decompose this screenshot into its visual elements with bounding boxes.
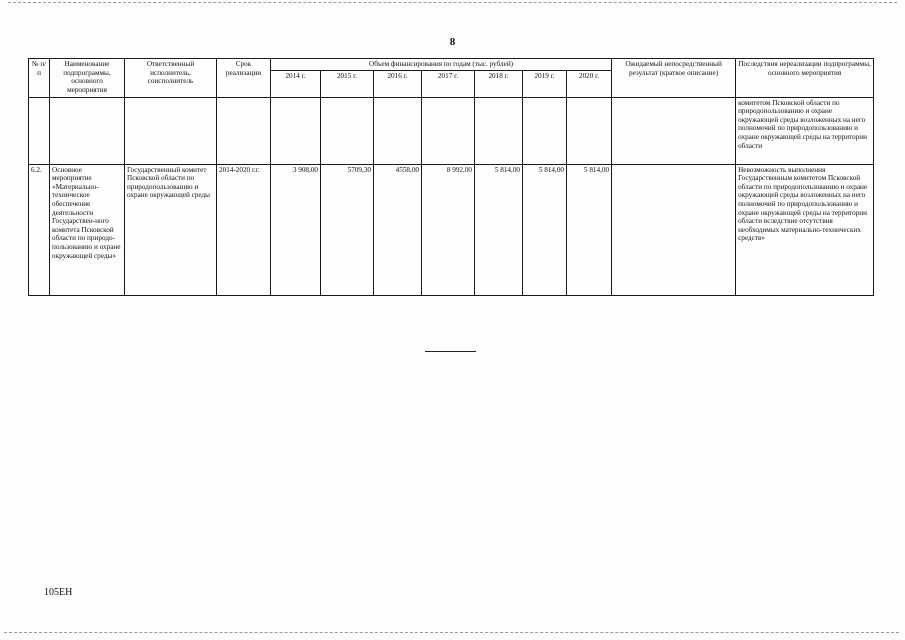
header-financing: Объем финансирования по годам (тыс. рублей) <box>271 59 612 71</box>
year-header: 2016 г. <box>374 70 422 97</box>
value-2015: 5709,30 <box>321 164 374 295</box>
header-name: Наименование подпрограммы, основного мероприятия <box>50 59 125 98</box>
year-header: 2014 г. <box>271 70 321 97</box>
consequences-cell: Невозможность выполнения Государственным комитетом Псковской области по природопользованию и охране окружающей среды возложенных на него полномочий по природопользованию и охране окружающей среды на территории области вследствие отсутствия необходимых материально-технических средств» <box>736 164 874 295</box>
header-result: Ожидаемый непосредственный результат (краткое описание) <box>612 59 736 98</box>
consequences-cell: комитетом Псковской области по природопользованию и охране окружающей среды возложенных на него полномочий по природопользованию и охране окружающей среды на территории области <box>736 97 874 164</box>
period-cell: 2014-2020 г.г. <box>217 164 271 295</box>
table-row-continuation <box>29 97 874 164</box>
executor-cell: Государственный комитет Псковской области по природопользованию и охране окружающей среды <box>125 164 217 295</box>
header-consequences: Последствия нереализации подпрограммы, основного мероприятия <box>736 59 874 98</box>
value-2017: 8 992,00 <box>422 164 475 295</box>
page-number: 8 <box>449 36 456 48</box>
row-number: 6.2. <box>29 164 50 295</box>
year-header: 2019 г. <box>523 70 567 97</box>
value-2019: 5 814,00 <box>523 164 567 295</box>
scan-edge-bottom <box>4 632 899 633</box>
header-row <box>29 59 874 71</box>
value-2016: 4558,00 <box>374 164 422 295</box>
year-header: 2018 г. <box>475 70 523 97</box>
scan-edge-top <box>8 2 897 3</box>
year-header: 2017 г. <box>422 70 475 97</box>
year-header: 2020 г. <box>567 70 612 97</box>
footer-rule <box>425 351 476 352</box>
document-code: 105EH <box>44 587 73 598</box>
value-2020: 5 814,00 <box>567 164 612 295</box>
value-2014: 3 908,00 <box>271 164 321 295</box>
header-executor: Ответственный исполнитель, соисполнитель <box>125 59 217 98</box>
year-header: 2015 г. <box>321 70 374 97</box>
value-2018: 5 814,00 <box>475 164 523 295</box>
header-period: Срок реализации <box>217 59 271 98</box>
result-cell <box>612 164 736 295</box>
table-row-6-2 <box>29 164 874 295</box>
activity-name: Основное мероприятие «Материально-техническое обеспечение деятельности Государствен-ного комитета Псковской области по природо-пользованию и охране окружающей среды» <box>50 164 125 295</box>
header-no: № п/п <box>29 59 50 98</box>
financing-table <box>28 58 874 296</box>
